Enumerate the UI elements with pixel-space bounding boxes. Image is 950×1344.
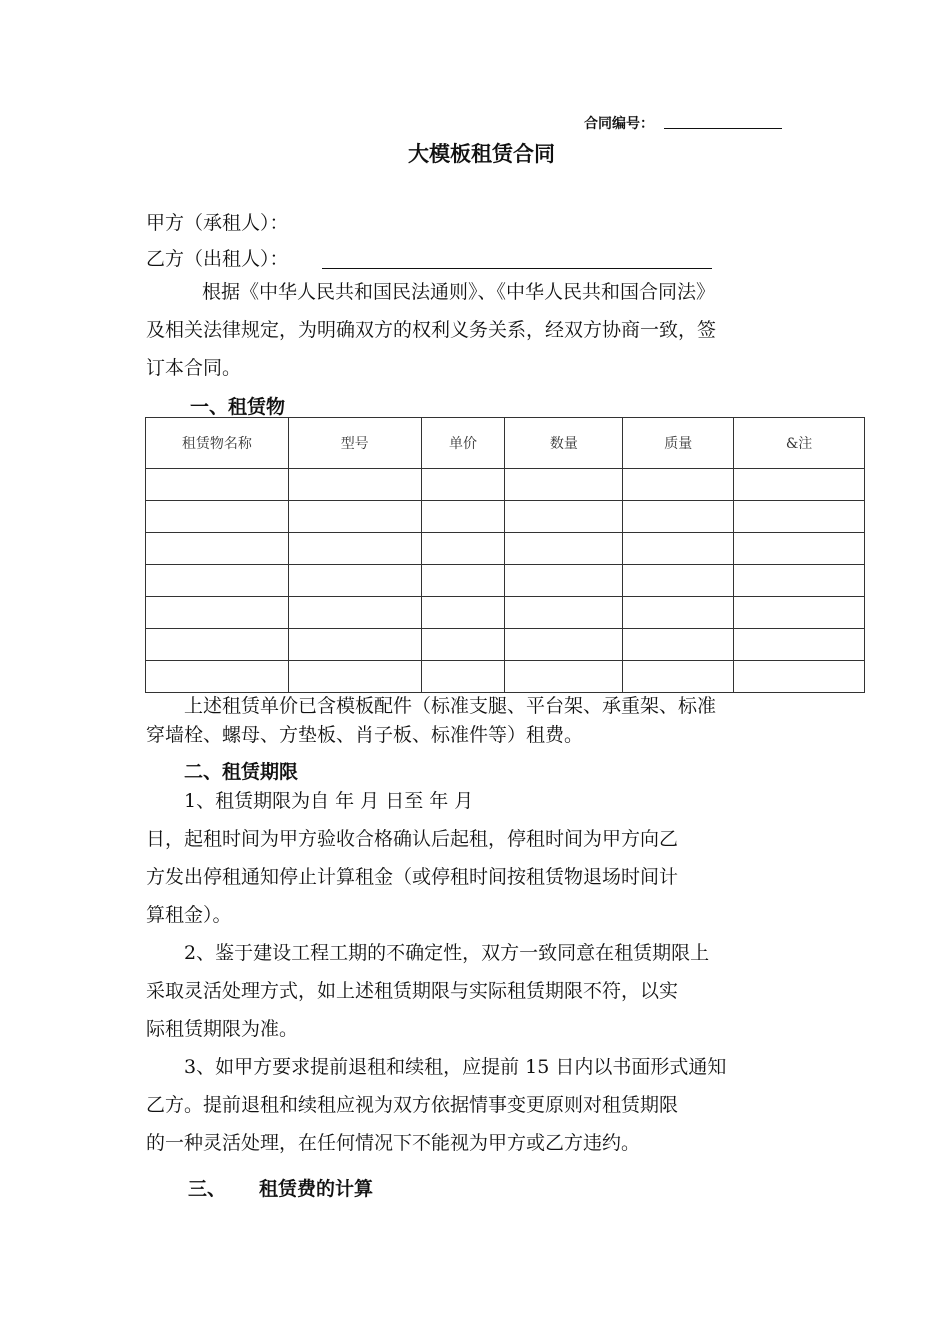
table-cell bbox=[288, 565, 421, 597]
column-header-remarks: &注 bbox=[734, 418, 865, 469]
column-header-unit-price: 单价 bbox=[421, 418, 505, 469]
table-row bbox=[146, 629, 865, 661]
table-cell bbox=[146, 597, 289, 629]
clause-line: 乙方。提前退租和续租应视为双方依据情事变更原则对租赁期限 bbox=[146, 1094, 679, 1116]
table-cell bbox=[146, 533, 289, 565]
table-cell bbox=[623, 597, 734, 629]
table-row bbox=[146, 597, 865, 629]
table-cell bbox=[505, 501, 623, 533]
party-b-blank bbox=[322, 268, 712, 269]
table-row bbox=[146, 565, 865, 597]
intro-line: 订本合同。 bbox=[146, 357, 242, 379]
table-cell bbox=[623, 629, 734, 661]
clause-line: 的一种灵活处理，在任何情况下不能视为甲方或乙方违约。 bbox=[146, 1132, 641, 1154]
table-cell bbox=[421, 501, 505, 533]
table-cell bbox=[146, 629, 289, 661]
table-cell bbox=[421, 661, 505, 693]
clause-line: 方发出停租通知停止计算租金（或停租时间按租赁物退场时间计 bbox=[146, 866, 679, 888]
table-row bbox=[146, 501, 865, 533]
table-cell bbox=[623, 469, 734, 501]
table-cell bbox=[421, 565, 505, 597]
section3-heading: 租赁费的计算 bbox=[259, 1178, 374, 1200]
table-cell bbox=[734, 629, 865, 661]
table-row bbox=[146, 469, 865, 501]
note-line: 上述租赁单价已含模板配件（标准支腿、平台架、承重架、标准 bbox=[184, 695, 717, 717]
table-cell bbox=[288, 501, 421, 533]
table-cell bbox=[421, 629, 505, 661]
rental-items-table bbox=[145, 417, 865, 693]
table-row bbox=[146, 661, 865, 693]
table-cell bbox=[734, 501, 865, 533]
table-cell bbox=[734, 565, 865, 597]
table-cell bbox=[734, 661, 865, 693]
party-b-label: 乙方（出租人）： bbox=[146, 248, 289, 270]
table-cell bbox=[146, 565, 289, 597]
table-cell bbox=[505, 629, 623, 661]
table-cell bbox=[146, 661, 289, 693]
table-header-row bbox=[146, 418, 865, 469]
table-cell bbox=[734, 533, 865, 565]
clause-line: 采取灵活处理方式，如上述租赁期限与实际租赁期限不符，以实 bbox=[146, 980, 679, 1002]
table-cell bbox=[146, 501, 289, 533]
intro-line: 及相关法律规定，为明确双方的权利义务关系，经双方协商一致，签 bbox=[146, 319, 717, 341]
table-cell bbox=[505, 469, 623, 501]
table-cell bbox=[288, 469, 421, 501]
document-title: 大模板租赁合同 bbox=[408, 142, 555, 166]
clause-line: 际租赁期限为准。 bbox=[146, 1018, 299, 1040]
table-row bbox=[146, 533, 865, 565]
table-cell bbox=[146, 469, 289, 501]
clause-line: 算租金）。 bbox=[146, 904, 232, 926]
table-cell bbox=[505, 597, 623, 629]
table-cell bbox=[288, 629, 421, 661]
table-cell bbox=[288, 597, 421, 629]
table-cell bbox=[421, 533, 505, 565]
table-cell bbox=[734, 597, 865, 629]
section2-heading: 二、租赁期限 bbox=[184, 761, 299, 783]
table-cell bbox=[505, 661, 623, 693]
table-cell bbox=[288, 533, 421, 565]
note-line: 穿墙栓、螺母、方垫板、肖子板、标准件等）租费。 bbox=[146, 724, 584, 746]
column-header-quantity: 数量 bbox=[505, 418, 623, 469]
rental-term-clauses bbox=[146, 782, 836, 1162]
section3-heading-number: 三、 bbox=[188, 1178, 227, 1200]
party-a-label: 甲方（承租人）： bbox=[146, 212, 289, 234]
contract-number-label: 合同编号： bbox=[584, 116, 654, 132]
intro-line: 根据《中华人民共和国民法通则》、《中华人民共和国合同法》 bbox=[202, 281, 716, 303]
clause-line: 3、如甲方要求提前退租和续租，应提前 15 日内以书面形式通知 bbox=[184, 1056, 727, 1078]
table-cell bbox=[505, 565, 623, 597]
table-cell bbox=[421, 469, 505, 501]
section1-heading: 一、租赁物 bbox=[190, 396, 286, 418]
table-cell bbox=[623, 565, 734, 597]
table-cell bbox=[623, 501, 734, 533]
table-cell bbox=[288, 661, 421, 693]
clause-line: 2、鉴于建设工程工期的不确定性，双方一致同意在租赁期限上 bbox=[184, 942, 710, 964]
column-header-quality: 质量 bbox=[623, 418, 734, 469]
table-cell bbox=[623, 533, 734, 565]
table-cell bbox=[505, 533, 623, 565]
column-header-name: 租赁物名称 bbox=[146, 418, 289, 469]
clause-line: 1、租赁期限为自 年 月 日至 年 月 bbox=[184, 790, 474, 812]
rental-price-note bbox=[146, 692, 836, 750]
column-header-model: 型号 bbox=[288, 418, 421, 469]
clause-line: 日，起租时间为甲方验收合格确认后起租，停租时间为甲方向乙 bbox=[146, 828, 679, 850]
contract-number-blank bbox=[664, 128, 782, 129]
intro-paragraph bbox=[146, 273, 836, 387]
table-cell bbox=[734, 469, 865, 501]
table-cell bbox=[623, 661, 734, 693]
table-cell bbox=[421, 597, 505, 629]
